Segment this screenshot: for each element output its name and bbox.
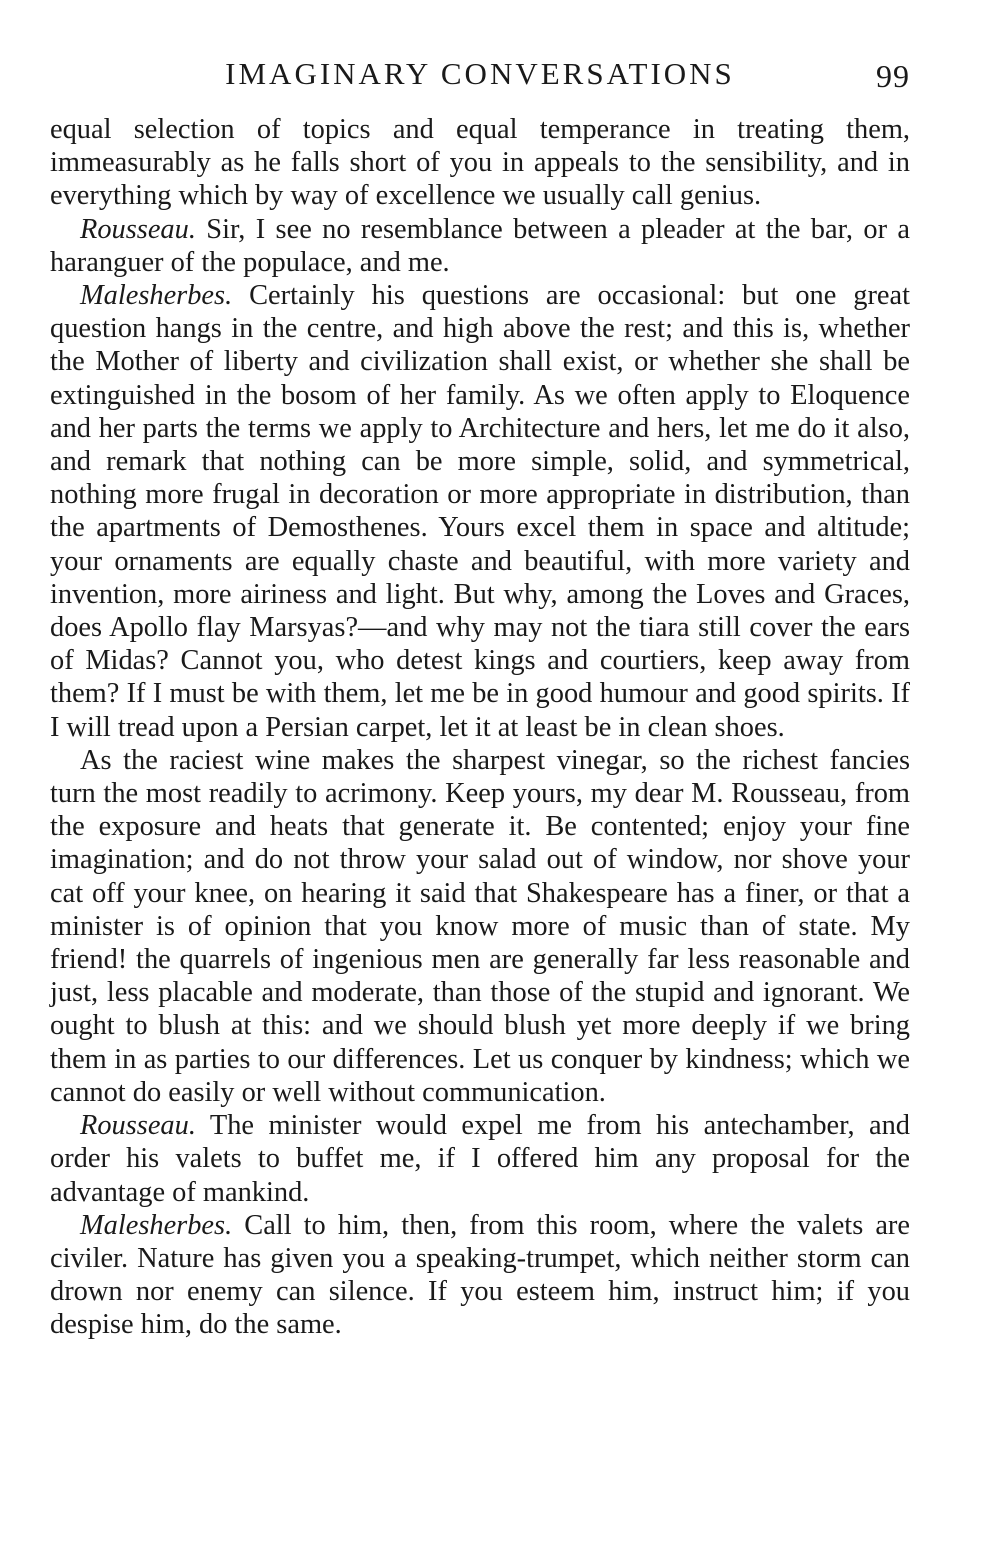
paragraph-text: As the raciest wine makes the sharpest vinegar, so the richest fancies turn the most readily to acrimony. Keep yours, my dear M. Rousseau, from the exposure and heats that generate it. Be contented; enjoy your fine imagination; and do not throw your salad out of window, nor shove your cat off your knee, on hearing it said that Shakespeare has a finer, or that a minister is of opinion that you know more of music than of state. My friend! the quarrels of ingenious men are generally far less reasonable and just, less placable and moderate, than those of the stupid and ignorant. We ought to blush at this: and we should blush yet more deeply if we bring them in as parties to our differences. Let us conquer by kindness; which we cannot do easily or well without communication. <box>50 744 910 1108</box>
paragraph-text: Certainly his questions are occasional: but one great question hangs in the centre, and high above the rest; and this is, whether the Mother of liberty and civilization shall exist, or whether she shall be extinguished in the bosom of her family. As we often apply to Eloquence and her parts the terms we apply to Architecture and hers, let me do it also, and remark that nothing can be more simple, solid, and symmetrical, nothing more frugal in decoration or more appropriate in distribution, than the apartments of Demosthenes. Yours excel them in space and altitude; your ornaments are equally chaste and beautiful, with more variety and invention, more airiness and light. But why, among the Loves and Graces, does Apollo flay Marsyas?—and why may not the tiara still cover the ears of Midas? Cannot you, who detest kings and courtiers, keep away from them? If I must be with them, let me be in good humour and good spirits. If I will tread upon a Persian carpet, let it at least be in clean shoes. <box>50 280 910 743</box>
paragraph <box>50 279 910 744</box>
speaker-name: Malesherbes. <box>80 1209 233 1241</box>
page-header <box>50 56 910 100</box>
paragraph-text: The minister would expel me from his antechamber, and order his valets to buffet me, if I offered him any proposal for the advantage of mankind. <box>50 1110 910 1208</box>
paragraph <box>50 1109 910 1209</box>
speaker-name: Rousseau. <box>80 213 196 245</box>
paragraph <box>50 213 910 279</box>
paragraph <box>50 113 910 213</box>
paragraph-text: Call to him, then, from this room, where the valets are civiler. Nature has given you a speaking-trumpet, which neither storm can drown nor enemy can silence. If you esteem him, instruct him; if you despise him, do the same. <box>50 1209 910 1341</box>
paragraph-text: Sir, I see no resemblance between a pleader at the bar, or a haranguer of the populace, and me. <box>50 213 910 278</box>
paragraph-text: equal selection of topics and equal temperance in treating them, immeasurably as he falls short of you in appeals to the sensibility, and in everything which by way of excellence we usually call genius. <box>50 114 910 212</box>
page-number: 99 <box>876 58 910 94</box>
speaker-name: Malesherbes. <box>80 280 233 312</box>
paragraph <box>50 744 910 1109</box>
page-body <box>50 113 910 1342</box>
paragraph <box>50 1209 910 1342</box>
running-title: IMAGINARY CONVERSATIONS <box>225 56 735 91</box>
speaker-name: Rousseau. <box>80 1110 196 1142</box>
